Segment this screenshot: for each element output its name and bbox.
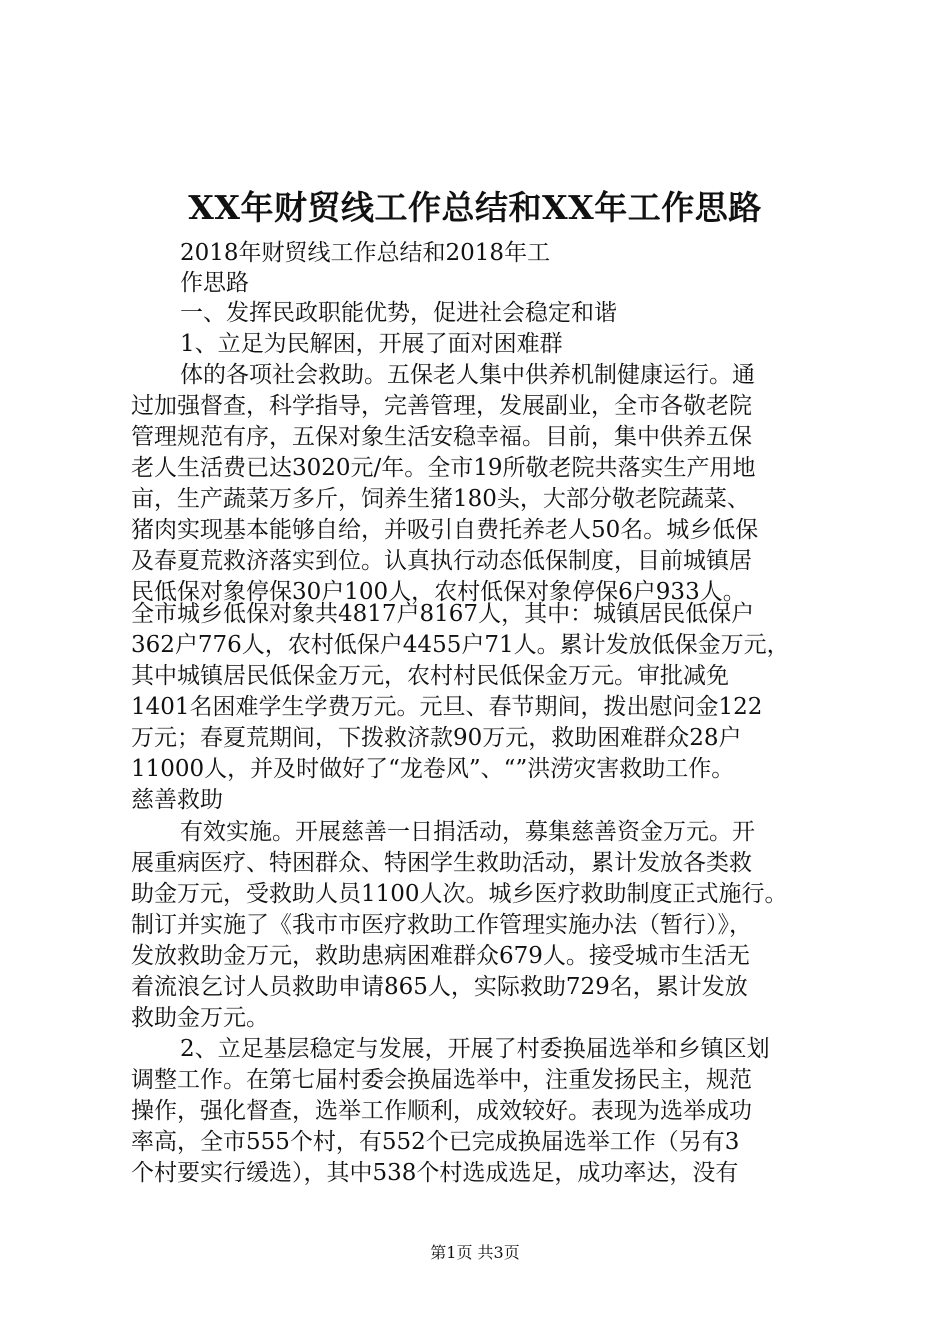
paragraph-line: 其中城镇居民低保金万元，农村村民低保金万元。审批减免: [131, 663, 729, 689]
paragraph-line: 制订并实施了《我市市医疗救助工作管理实施办法（暂行）》，: [131, 912, 752, 938]
paragraph-line: 老人生活费已达3020元/年。全市19所敬老院共落实生产用地: [131, 455, 756, 481]
page-number-footer: 第1页 共3页: [430, 1243, 520, 1262]
paragraph-line: 亩，生产蔬菜万多斤，饲养生猪180头，大部分敬老院蔬菜、: [131, 486, 750, 512]
paragraph-line: 猪肉实现基本能够自给，并吸引自费托养老人50名。城乡低保: [131, 517, 759, 543]
paragraph-line: 救助金万元。: [131, 1005, 269, 1031]
paragraph-line: 展重病医疗、特困群众、特困学生救助活动，累计发放各类救: [131, 850, 752, 876]
paragraph-line: 着流浪乞讨人员救助申请865人，实际救助729名，累计发放: [131, 974, 748, 1000]
subtitle-line-2: 作思路: [180, 270, 249, 296]
paragraph-line: 有效实施。开展慈善一日捐活动，募集慈善资金万元。开: [180, 819, 755, 845]
paragraph-line: 1401名困难学生学费万元。元旦、春节期间，拨出慰问金122: [131, 694, 763, 720]
paragraph-line: 调整工作。在第七届村委会换届选举中，注重发扬民主，规范: [131, 1067, 752, 1093]
subsection-heading-2: 2、立足基层稳定与发展，开展了村委换届选举和乡镇区划: [180, 1036, 770, 1062]
paragraph-line: 全市城乡低保对象共4817户8167人，其中：城镇居民低保户: [131, 601, 755, 627]
paragraph-line: 362户776人，农村低保户4455户71人。累计发放低保金万元，: [131, 632, 790, 658]
paragraph-line: 及春夏荒救济落实到位。认真执行动态低保制度，目前城镇居: [131, 548, 752, 574]
paragraph-line: 个村要实行缓选），其中538个村选成选足，成功率达，没有: [131, 1160, 739, 1186]
paragraph-line: 过加强督查，科学指导，完善管理，发展副业，全市各敬老院: [131, 393, 752, 419]
paragraph-line: 助金万元，受救助人员1100人次。城乡医疗救助制度正式施行。: [131, 881, 788, 907]
section-heading: 一、发挥民政职能优势，促进社会稳定和谐: [180, 300, 617, 326]
paragraph-line: 慈善救助: [131, 787, 223, 813]
paragraph-line: 管理规范有序，五保对象生活安稳幸福。目前，集中供养五保: [131, 424, 752, 450]
paragraph-line: 万元；春夏荒期间，下拨救济款90万元，救助困难群众28户: [131, 725, 742, 751]
paragraph-line: 率高，全市555个村，有552个已完成换届选举工作（另有3: [131, 1129, 740, 1155]
paragraph-line: 操作，强化督查，选举工作顺利，成效较好。表现为选举成功: [131, 1098, 752, 1124]
paragraph-line: 体的各项社会救助。五保老人集中供养机制健康运行。通: [180, 362, 755, 388]
subsection-heading-1: 1、立足为民解困，开展了面对困难群: [180, 331, 563, 357]
subtitle-line-1: 2018年财贸线工作总结和2018年工: [180, 240, 551, 266]
paragraph-line: 11000人，并及时做好了“龙卷风”、“”洪涝灾害救助工作。: [131, 756, 735, 782]
paragraph-line: 民低保对象停保30户100人，农村低保对象停保6户933人。: [131, 579, 746, 605]
document-title: XX年财贸线工作总结和XX年工作思路: [188, 188, 762, 227]
paragraph-line: 发放救助金万元，救助患病困难群众679人。接受城市生活无: [131, 943, 750, 969]
